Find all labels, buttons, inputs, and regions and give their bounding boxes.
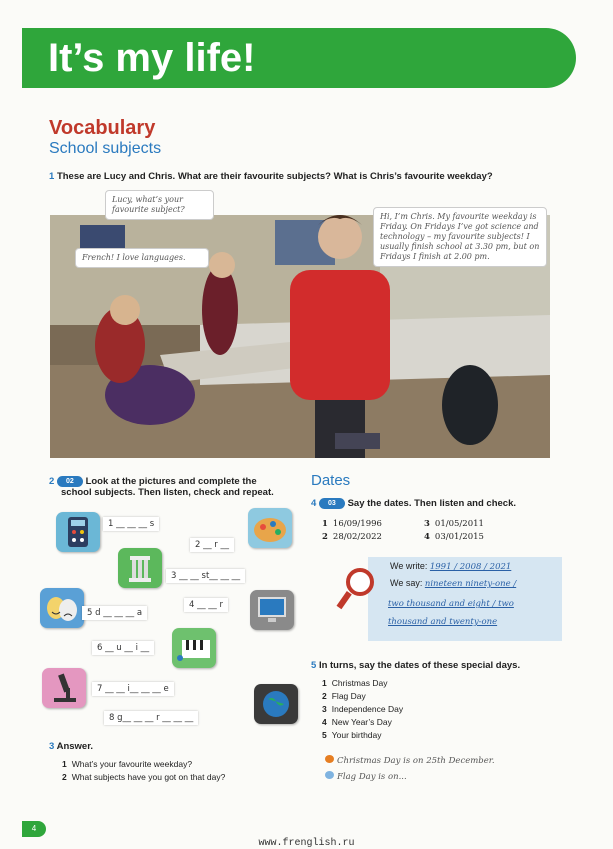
note-say-label: We say: (390, 578, 423, 588)
speech-bubble-lucy: French! I love languages. (75, 248, 209, 268)
question-2: What subjects have you got on that day? (71, 772, 226, 782)
special-day-1: Christmas Day (331, 678, 388, 688)
subject-gap-6[interactable]: 6 __ u __ i __ (92, 641, 154, 655)
list-item: 2 What subjects have you got on that day? (62, 772, 226, 782)
note-write-label: We write: (390, 561, 428, 571)
classroom-photo (50, 195, 550, 458)
list-item: 5 Your birthday (322, 730, 382, 740)
dates-list-left (322, 518, 382, 544)
exercise-2-text-line1: Look at the pictures and complete the (85, 476, 257, 488)
special-day-3: Independence Day (331, 704, 404, 714)
subject-gap-3[interactable]: 3 __ __ st__ __ __ (166, 569, 245, 583)
list-item: 3 01/05/2011 (424, 519, 484, 529)
page-number: 4 (22, 821, 46, 837)
vocabulary-heading: Vocabulary (49, 117, 156, 139)
history-column-icon (118, 548, 162, 588)
note-say-value-2: two thousand and eight / two (388, 599, 514, 609)
subject-gap-4[interactable]: 4 __ __ r (184, 598, 228, 612)
exercise-3-instruction (49, 741, 93, 752)
exercise-2-number: 2 (49, 476, 55, 488)
speech-bubble-chris-intro: Hi, I’m Chris. My favourite weekday is Friday. On Fridays I’ve got science and technology – my favourite subjects! I usually finish school at 3.30 pm, but on Fridays I finish at 2.00 pm. (373, 207, 547, 267)
list-item: 1 16/09/1996 (322, 519, 382, 529)
exercise-1-instruction (49, 171, 493, 182)
art-palette-icon (248, 508, 292, 548)
list-item: 4 New Year’s Day (322, 717, 392, 727)
example-1-text: Christmas Day is on 25th December. (337, 756, 495, 766)
list-item: 4 03/01/2015 (424, 532, 484, 542)
subject-gap-8[interactable]: 8 g__ __ __ r __ __ __ (104, 711, 198, 725)
music-keyboard-icon (172, 628, 216, 668)
special-day-4: New Year’s Day (331, 717, 392, 727)
subject-gap-1[interactable]: 1 __ __ __ s (103, 517, 159, 531)
example-1 (325, 755, 495, 766)
note-write-line (390, 561, 511, 572)
subject-gap-5[interactable]: 5 d __ __ __ a (82, 606, 147, 620)
date-1: 16/09/1996 (332, 519, 382, 529)
date-3: 01/05/2011 (434, 519, 484, 529)
speech-dot-orange-icon (325, 755, 334, 763)
question-1: What’s your favourite weekday? (71, 759, 193, 769)
list-item: 2 28/02/2022 (322, 532, 382, 542)
microscope-icon (42, 668, 86, 708)
list-item: 3 Independence Day (322, 704, 404, 714)
note-write-value: 1991 / 2008 / 2021 (429, 562, 512, 572)
calculator-icon (56, 512, 100, 552)
exercise-1-number: 1 (49, 171, 55, 182)
speech-bubble-chris-question: Lucy, what’s your favourite subject? (105, 190, 214, 220)
exercise-3-number: 3 (49, 741, 55, 752)
dates-heading: Dates (311, 472, 351, 489)
exercise-4-text: Say the dates. Then listen and check. (347, 498, 516, 510)
exercise-1-text: These are Lucy and Chris. What are their favourite subjects? What is Chris’s favourite weekday? (56, 171, 493, 182)
exercise-3-questions (62, 758, 225, 784)
page-title: It’s my life! (48, 36, 256, 80)
speech-dot-blue-icon (325, 771, 334, 779)
exercise-4-number: 4 (311, 498, 317, 510)
note-say-value-1: nineteen ninety-one / (424, 579, 517, 589)
computer-icon (250, 590, 294, 630)
globe-icon (254, 684, 298, 724)
exercise-5-instruction (311, 660, 520, 671)
subject-gap-2[interactable]: 2 __ r __ (190, 538, 234, 552)
magnifier-icon (338, 566, 378, 617)
list-item: 1 Christmas Day (322, 678, 388, 688)
audio-track-02-icon[interactable]: 02 (57, 476, 83, 487)
audio-track-03-icon[interactable]: 03 (319, 498, 345, 509)
example-2 (325, 771, 407, 782)
note-say-line (390, 578, 516, 589)
dates-list-right (424, 518, 484, 544)
school-subjects-subheading: School subjects (49, 140, 162, 157)
exercise-2-instruction (49, 476, 274, 498)
drama-masks-icon (40, 588, 84, 628)
special-day-2: Flag Day (331, 691, 366, 701)
exercise-5-number: 5 (311, 660, 317, 671)
list-item: 2 Flag Day (322, 691, 366, 701)
exercise-2-text-line2: school subjects. Then listen, check and repeat. (61, 487, 274, 499)
date-2: 28/02/2022 (332, 532, 382, 542)
exercise-5-text: In turns, say the dates of these special days. (318, 660, 521, 671)
example-2-text: Flag Day is on... (337, 772, 407, 782)
exercise-4-instruction (311, 498, 516, 509)
note-say-value-3: thousand and twenty-one (388, 617, 498, 627)
special-days-list (322, 677, 403, 742)
special-day-5: Your birthday (331, 730, 382, 740)
exercise-3-text: Answer. (56, 741, 94, 752)
footer-url: www.frenglish.ru (258, 838, 355, 849)
list-item: 1 What’s your favourite weekday? (62, 759, 193, 769)
subject-gap-7[interactable]: 7 __ __ i__ __ __ e (92, 682, 174, 696)
date-4: 03/01/2015 (434, 532, 484, 542)
